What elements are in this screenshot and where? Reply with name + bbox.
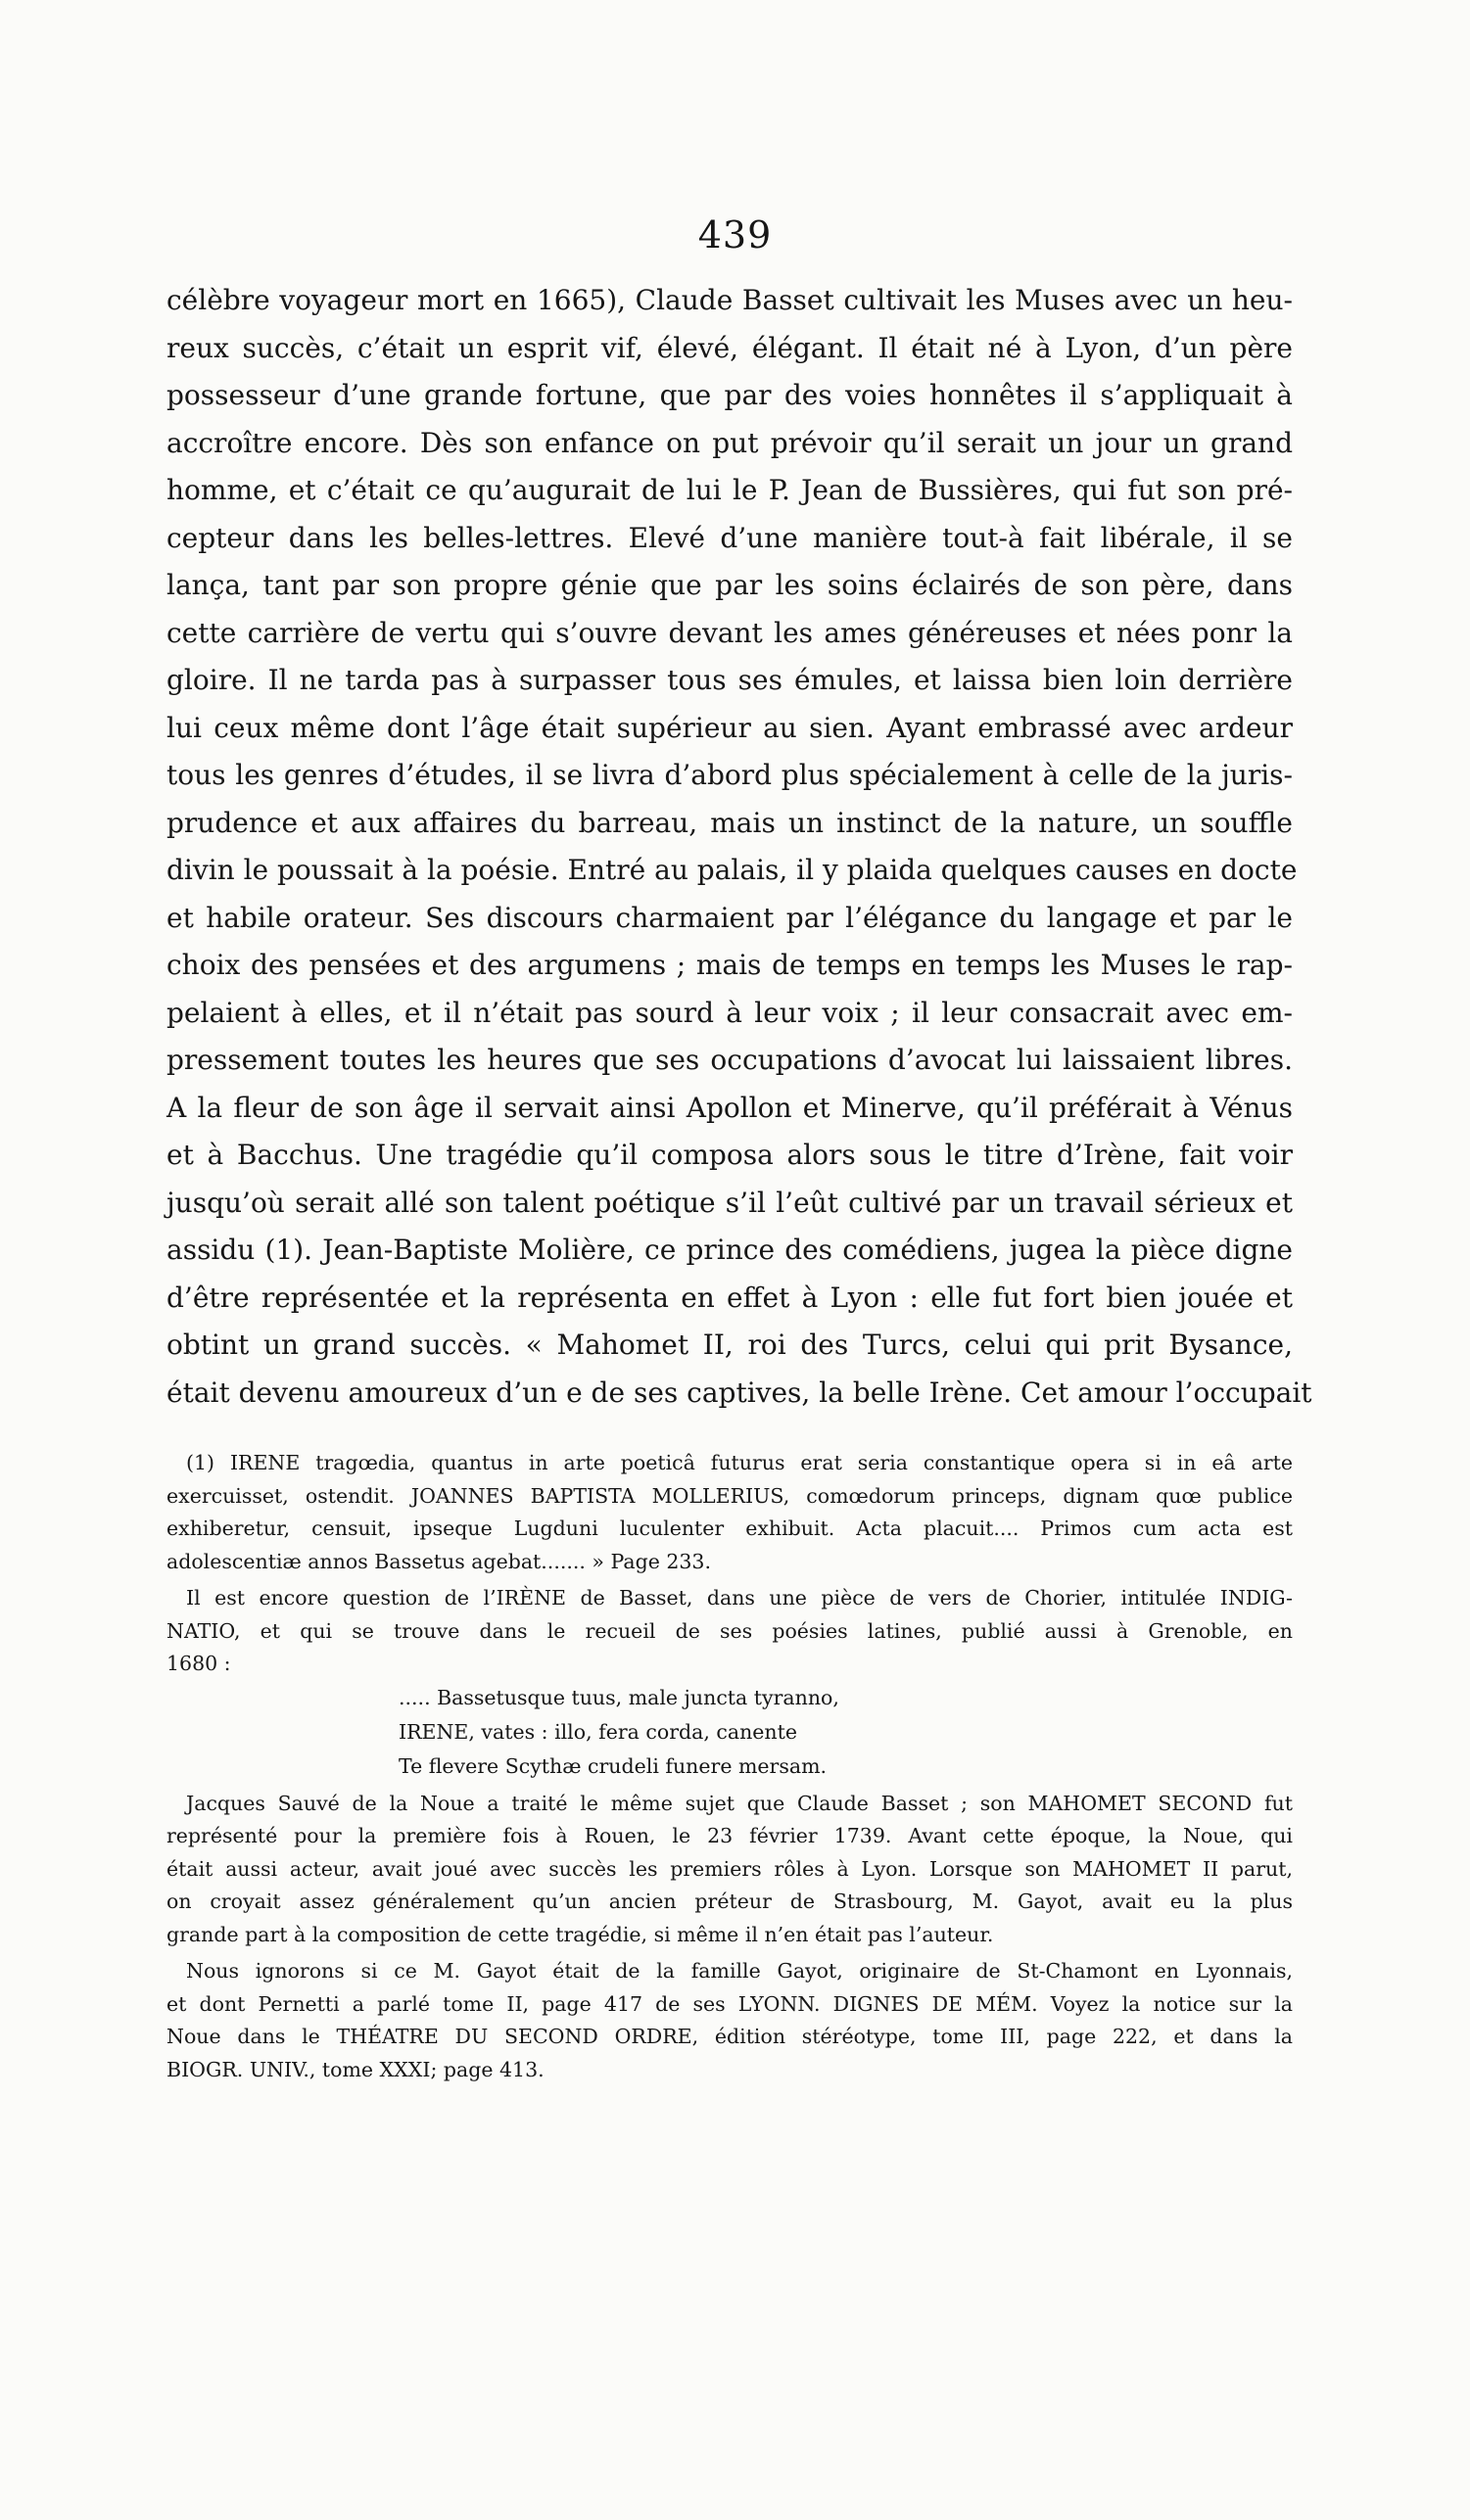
text-line: A la fleur de son âge il servait ainsi Apollon et Minerve, qu’il préférait à Vénus: [166, 1091, 1293, 1124]
text-line: pressement toutes les heures que ses occupations d’avocat lui laissaient libres.: [166, 1044, 1293, 1076]
page-number: 439: [697, 213, 773, 257]
footnote-line: exercuisset, ostendit. JOANNES BAPTISTA MOLLERIUS, comœdorum princeps, dignam quœ publice: [166, 1483, 1293, 1508]
text-line: divin le poussait à la poésie. Entré au palais, il y plaida quelques causes en docte: [166, 854, 1298, 886]
text-line: assidu (1). Jean-Baptiste Molière, ce prince des comédiens, jugea la pièce digne: [166, 1234, 1293, 1266]
text-line: pelaient à elles, et il n’était pas sourd à leur voix ; il leur consacrait avec em-: [166, 996, 1293, 1029]
footnote-line: (1) IRENE tragœdia, quantus in arte poeticâ futurus erat seria constantique opera si in eâ arte: [186, 1451, 1293, 1474]
footnote-line: Nous ignorons si ce M. Gayot était de la famille Gayot, originaire de St-Chamont en Lyonnais,: [186, 1959, 1293, 1983]
footnote-2: [166, 1582, 1293, 1681]
footnote-1: [166, 1447, 1293, 1578]
text-line: lui ceux même dont l’âge était supérieur au sien. Ayant embrassé avec ardeur: [166, 711, 1293, 744]
footnotes: [166, 1447, 1293, 2086]
verse-line: IRENE, vates : illo, fera corda, canente: [399, 1719, 797, 1744]
text-line: cepteur dans les belles-lettres. Elevé d’une manière tout-à fait libérale, il se: [166, 521, 1293, 554]
text-line: célèbre voyageur mort en 1665), Claude Basset cultivait les Muses avec un heu-: [166, 284, 1293, 316]
text-line: possesseur d’une grande fortune, que par des voies honnêtes il s’appliquait à: [166, 379, 1293, 411]
footnote-line: adolescentiæ annos Bassetus agebat....... » Page 233.: [166, 1549, 711, 1573]
footnote-line: 1680 :: [166, 1652, 231, 1675]
footnote-line: était aussi acteur, avait joué avec succès les premiers rôles à Lyon. Lorsque son MAHOMET II parut,: [166, 1856, 1293, 1881]
verse-quote: [166, 1681, 1293, 1784]
verse-line: Te flevere Scythæ crudeli funere mersam.: [399, 1753, 828, 1778]
main-text: [166, 277, 1312, 1417]
verse-line: ..... Bassetusque tuus, male juncta tyranno,: [399, 1685, 839, 1709]
text-line: et à Bacchus. Une tragédie qu’il composa alors sous le titre d’Irène, fait voir: [166, 1139, 1293, 1171]
footnote-3: [166, 1788, 1293, 1952]
text-line: et habile orateur. Ses discours charmaient par l’élégance du langage et par le: [166, 901, 1293, 934]
text-line: obtint un grand succès. « Mahomet II, roi des Turcs, celui qui prit Bysance,: [166, 1329, 1293, 1361]
text-line: tous les genres d’études, il se livra d’abord plus spécialement à celle de la juris-: [166, 759, 1293, 791]
text-line: accroître encore. Dès son enfance on put prévoir qu’il serait un jour un grand: [166, 426, 1293, 459]
text-line: homme, et c’était ce qu’augurait de lui le P. Jean de Bussières, qui fut son pré-: [166, 474, 1293, 506]
footnote-line: Jacques Sauvé de la Noue a traité le même sujet que Claude Basset ; son MAHOMET SECOND fut: [186, 1791, 1293, 1815]
footnote-line: on croyait assez généralement qu’un ancien préteur de Strasbourg, M. Gayot, avait eu la plus: [166, 1890, 1293, 1913]
footnote-line: Il est encore question de l’IRÈNE de Basset, dans une pièce de vers de Chorier, intitulée INDIG-: [186, 1586, 1293, 1610]
text-line: était devenu amoureux d’un e de ses captives, la belle Irène. Cet amour l’occupait: [166, 1376, 1312, 1409]
footnote-line: BIOGR. UNIV., tome XXXI; page 413.: [166, 2057, 545, 2081]
text-line: d’être représentée et la représenta en effet à Lyon : elle fut fort bien jouée et: [166, 1281, 1293, 1314]
footnote-line: grande part à la composition de cette tragédie, si même il n’en était pas l’auteur.: [166, 1922, 994, 1946]
text-line: prudence et aux affaires du barreau, mais un instinct de la nature, un souffle: [166, 806, 1293, 839]
footnote-line: exhiberetur, censuit, ipseque Lugduni luculenter exhibuit. Acta placuit.... Primos cum acta est: [166, 1517, 1293, 1540]
footnote-4: [166, 1955, 1293, 2086]
footnote-line: NATIO, et qui se trouve dans le recueil de ses poésies latines, publié aussi à Grenoble, en: [166, 1618, 1293, 1643]
text-line: cette carrière de vertu qui s’ouvre devant les ames généreuses et nées ponr la: [166, 616, 1293, 649]
footnote-line: et dont Pernetti a parlé tome II, page 417 de ses LYONN. DIGNES DE MÉM. Voyez la notice sur la: [166, 1991, 1293, 2016]
footnote-line: Noue dans le THÉATRE DU SECOND ORDRE, édition stéréotype, tome III, page 222, et dans la: [166, 2025, 1293, 2048]
text-line: choix des pensées et des argumens ; mais de temps en temps les Muses le rap-: [166, 949, 1293, 981]
text-line: jusqu’où serait allé son talent poétique s’il l’eût cultivé par un travail sérieux et: [166, 1186, 1293, 1219]
text-line: gloire. Il ne tarda pas à surpasser tous ses émules, et laissa bien loin derrière: [166, 664, 1293, 696]
text-line: lança, tant par son propre génie que par les soins éclairés de son père, dans: [166, 569, 1293, 601]
footnote-line: représenté pour la première fois à Rouen, le 23 février 1739. Avant cette époque, la Noue, qui: [166, 1824, 1293, 1847]
text-line: reux succès, c’était un esprit vif, élevé, élégant. Il était né à Lyon, d’un père: [166, 331, 1293, 364]
